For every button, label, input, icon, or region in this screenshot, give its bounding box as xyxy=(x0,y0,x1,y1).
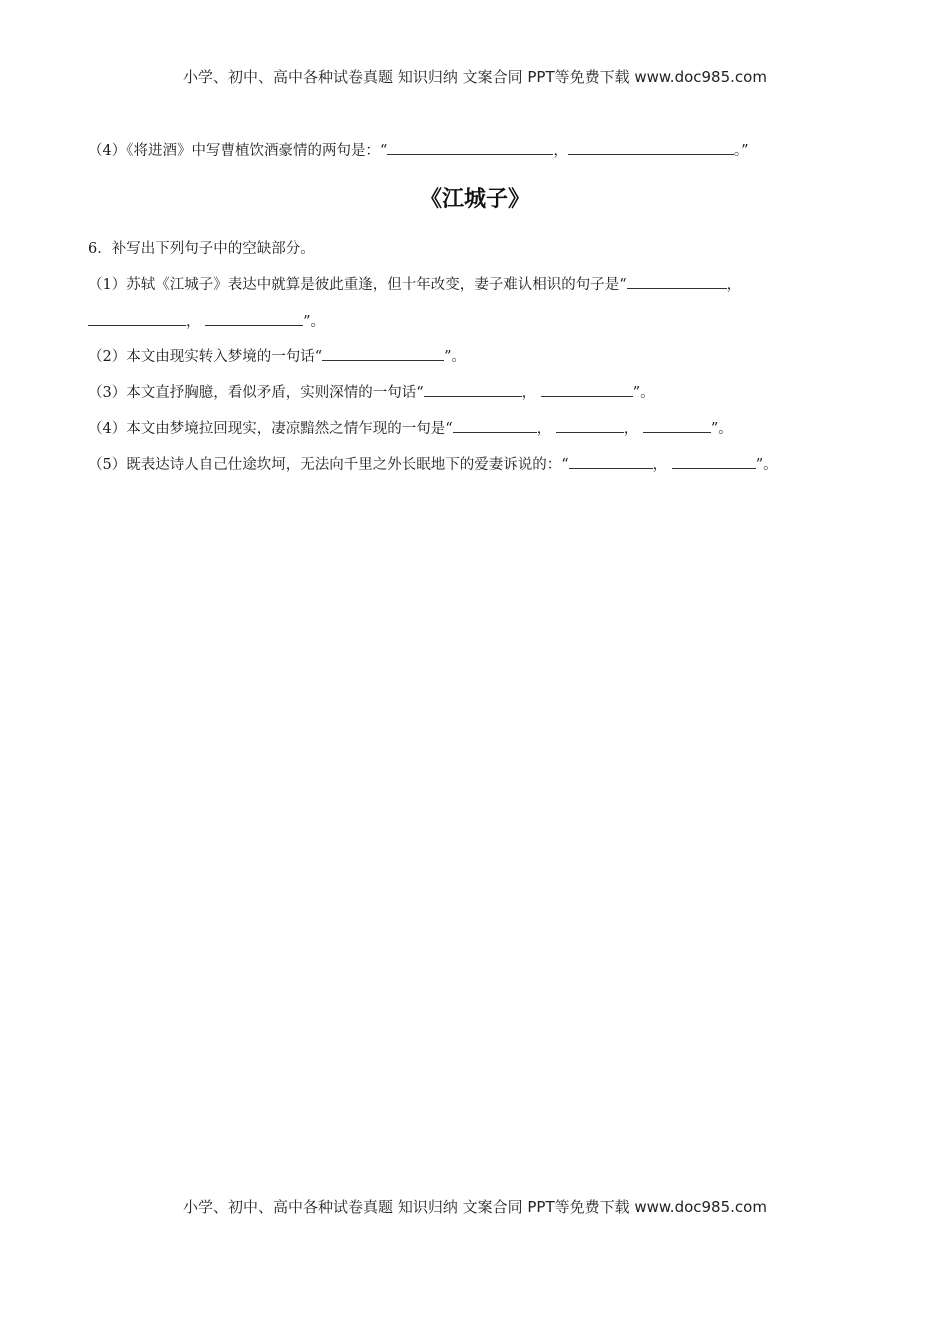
separator: ， xyxy=(553,143,568,159)
page-footer: 小学、初中、高中各种试卷真题 知识归纳 文案合同 PPT等免费下载 www.doc985.com xyxy=(183,1198,767,1216)
separator: ， xyxy=(652,457,668,473)
answer-blank[interactable] xyxy=(569,454,653,469)
answer-blank[interactable] xyxy=(88,311,186,326)
answer-blank[interactable] xyxy=(643,418,711,433)
separator: ， xyxy=(623,421,639,437)
answer-blank[interactable] xyxy=(453,418,537,433)
question-6-2 xyxy=(88,345,466,366)
question-text: （4）《将进酒》中写曹植饮酒豪情的两句是：“ xyxy=(88,143,388,159)
separator: ， xyxy=(521,385,537,401)
question-text: （1）苏轼《江城子》表达中就算是彼此重逢，但十年改变，妻子难认相识的句子是“ xyxy=(88,277,627,293)
question-6-5 xyxy=(88,453,778,474)
question-text: （3）本文直抒胸臆，看似矛盾，实则深情的一句话“ xyxy=(88,385,424,401)
separator: ， xyxy=(186,314,201,330)
question-6-1-continued xyxy=(88,310,325,331)
answer-blank[interactable] xyxy=(205,311,303,326)
question-6-1 xyxy=(88,273,741,294)
separator: ”。 xyxy=(755,457,778,473)
question-4-prev xyxy=(88,139,749,160)
separator: ”。 xyxy=(444,349,467,365)
separator: 。” xyxy=(733,143,749,159)
answer-blank[interactable] xyxy=(541,382,633,397)
question-6-stem: 6．补写出下列句子中的空缺部分。 xyxy=(88,241,315,257)
section-title: 《江城子》 xyxy=(419,187,530,212)
answer-blank[interactable] xyxy=(387,140,553,155)
answer-blank[interactable] xyxy=(322,346,444,361)
question-text: （5）既表达诗人自己仕途坎坷，无法向千里之外长眠地下的爱妻诉说的：“ xyxy=(88,457,569,473)
answer-blank[interactable] xyxy=(672,454,756,469)
answer-blank[interactable] xyxy=(627,274,727,289)
separator: ”。 xyxy=(710,421,733,437)
page-header: 小学、初中、高中各种试卷真题 知识归纳 文案合同 PPT等免费下载 www.doc985.com xyxy=(183,68,767,86)
question-6-4 xyxy=(88,417,733,438)
answer-blank[interactable] xyxy=(568,140,734,155)
separator: ， xyxy=(536,421,552,437)
separator: ”。 xyxy=(303,314,326,330)
answer-blank[interactable] xyxy=(424,382,522,397)
question-text: （4）本文由梦境拉回现实，凄凉黯然之情乍现的一句是“ xyxy=(88,421,453,437)
question-6-3 xyxy=(88,381,655,402)
separator: ”。 xyxy=(632,385,655,401)
answer-blank[interactable] xyxy=(556,418,624,433)
question-text: （2）本文由现实转入梦境的一句话“ xyxy=(88,349,323,365)
separator: ， xyxy=(726,277,742,293)
